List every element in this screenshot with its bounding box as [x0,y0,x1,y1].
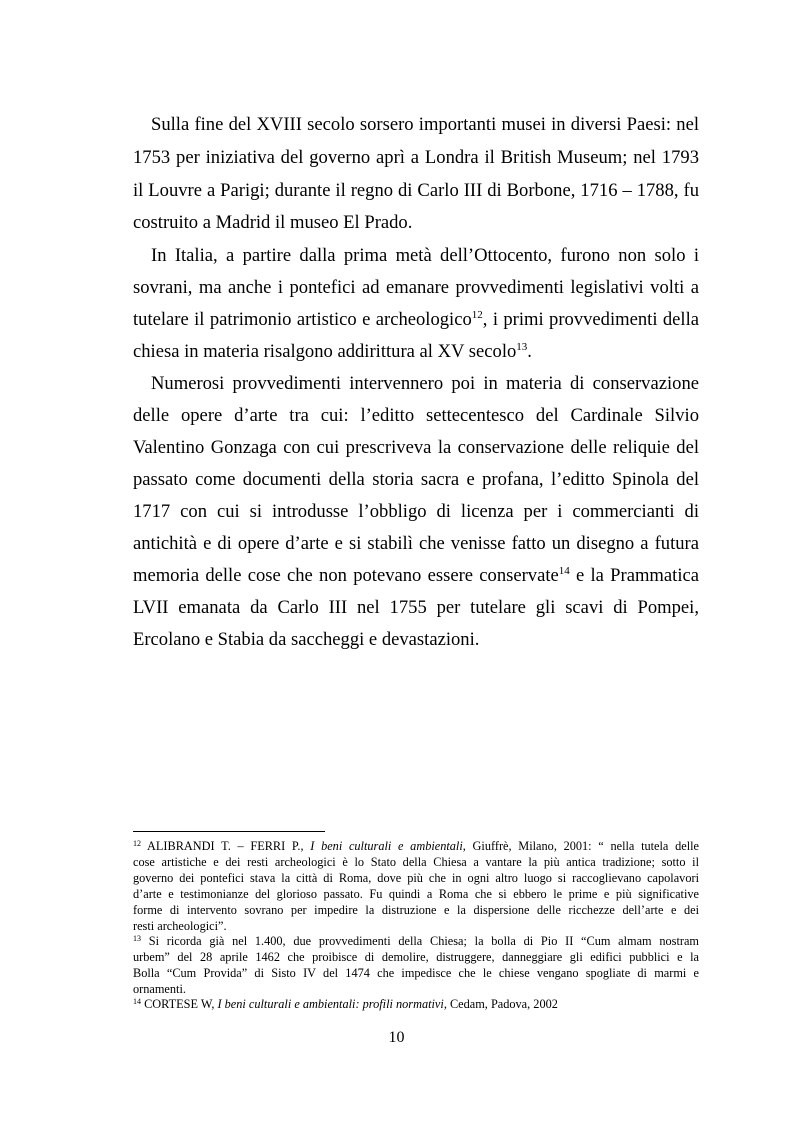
paragraph-1-line-4: costruito a Madrid il museo El Prado. [133,212,413,233]
paragraph-2-line-2: sovrani, ma anche i pontefici ad emanare provvedimenti legislativi volti a [133,277,699,298]
text-segment: . [527,341,532,362]
footnote-12-line-4: d’arte e testimonianze del glorioso passato. Fu quindi a Roma che si ebbero le prime e più significative [133,887,699,901]
footnote-ref-14[interactable]: 14 [558,565,570,577]
footnote-13-line-3: Bolla “Cum Provida” di Sisto IV del 1474 che impedisce che le chiese vengano spogliate di marmi e [133,966,699,980]
footnote-13-line-4: ornamenti. [133,982,186,996]
book-title: I beni culturali e ambientali [310,839,463,853]
text-segment: chiesa in materia risalgono addirittura al XV secolo [133,341,517,362]
footnote-12-line-6: resti archeologici”. [133,919,227,933]
paragraph-3-line-4: passato come documenti della storia sacra e profana, l’editto Spinola del [133,469,699,490]
paragraph-1-line-2: 1753 per iniziativa del governo aprì a Londra il British Museum; nel 1793 [133,147,699,168]
text-segment: tutelare il patrimonio artistico e archeologico [133,309,472,330]
paragraph-2-line-1: In Italia, a partire dalla prima metà dell’Ottocento, furono non solo i [151,245,699,266]
footnote-12-line-1 [133,839,699,854]
footnote-ref-12[interactable]: 12 [471,309,483,321]
footnote-ref-13[interactable]: 13 [516,341,528,353]
paragraph-3-line-8: LVII emanata da Carlo III nel 1755 per tutelare gli scavi di Pompei, [133,597,699,618]
paragraph-1-line-1: Sulla fine del XVIII secolo sorsero importanti musei in diversi Paesi: nel [151,114,699,135]
footnote-13-line-1 [133,934,699,949]
text-segment: CORTESE W, [141,997,218,1011]
paragraph-3-line-3: Valentino Gonzaga con cui prescriveva la conservazione delle reliquie del [133,437,699,458]
paragraph-3-line-5: 1717 con cui si introdusse l’obbligo di licenza per i commercianti di [133,501,699,522]
text-segment: e la Prammatica [569,565,699,586]
page-number: 10 [388,1029,405,1046]
paragraph-3-line-1: Numerosi provvedimenti intervennero poi in materia di conservazione [151,373,699,394]
paragraph-3-line-6: antichità e di opere d’arte e si stabilì che venisse fatto un disegno a futura [133,533,699,554]
paragraph-3-line-7 [133,565,699,587]
text-segment: Si ricorda già nel 1.400, due provvedimenti della Chiesa; la bolla di Pio II “Cum almam nostram [141,934,699,948]
text-segment: , i primi provvedimenti della [482,309,700,330]
text-segment: , Cedam, Padova, 2002 [443,997,558,1011]
book-title: I beni culturali e ambientali: profili normativi [217,997,444,1011]
footnote-13-line-2: urbem” del 28 aprile 1462 che proibisce di demolire, distruggere, danneggiare gli edifici pubblici e la [133,950,699,964]
footnote-separator [133,831,325,832]
paragraph-2-line-3 [133,309,699,331]
footnote-14-line-1 [133,997,699,1012]
footnote-number-12: 12 [133,839,141,848]
text-segment: memoria delle cose che non potevano essere conservate [133,565,559,586]
footnote-number-14: 14 [133,997,141,1006]
paragraph-2-line-4 [133,341,699,363]
footnote-number-13: 13 [133,934,141,943]
text-segment: ALIBRANDI T. – FERRI P., [141,839,311,853]
footnote-12-line-3: governo dei pontefici stava la città di Roma, dove più che in ogni altro luogo si raccoglievano capolavori [133,871,699,885]
paragraph-1-line-3: il Louvre a Parigi; durante il regno di Carlo III di Borbone, 1716 – 1788, fu [133,180,699,201]
paragraph-3-line-9: Ercolano e Stabia da saccheggi e devastazioni. [133,629,480,650]
text-segment: , Giuffrè, Milano, 2001: “ nella tutela delle [462,839,699,853]
footnote-12-line-2: cose artistiche e dei resti archeologici è lo Stato della Chiesa a vantare la più antica tradizione; sotto il [133,855,699,869]
paragraph-3-line-2: delle opere d’arte tra cui: l’editto settecentesco del Cardinale Silvio [133,405,699,426]
footnote-12-line-5: forme di intervento sovrano per impedire la distruzione e la dispersione delle ricchezze dell’arte e dei [133,903,699,917]
